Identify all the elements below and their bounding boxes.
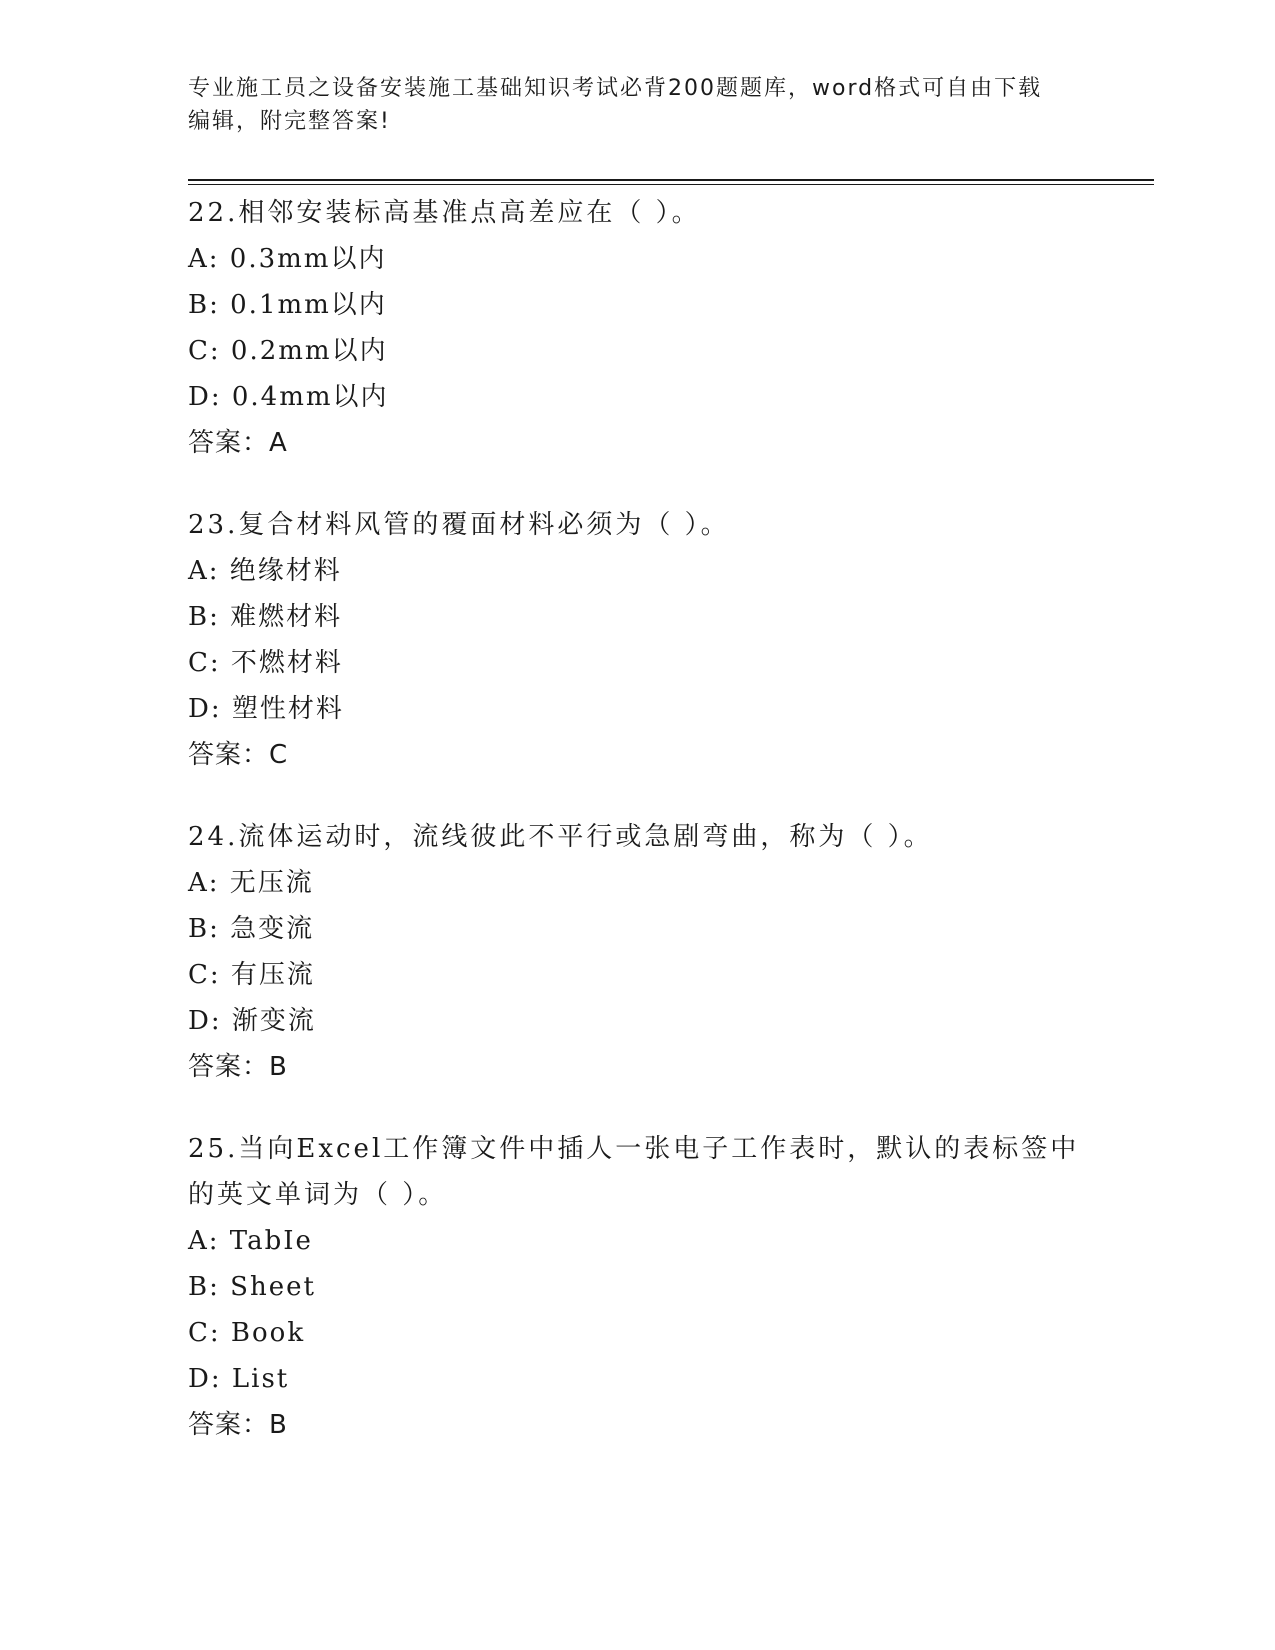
question-22 (188, 190, 1088, 466)
document-header (188, 72, 1068, 138)
header-line-2: 编辑，附完整答案! (188, 109, 391, 134)
option-a: A: TabIe (188, 1226, 313, 1256)
answer: 答案：C (188, 740, 289, 770)
option-b: B: Sheet (188, 1272, 316, 1302)
option-d: D: 塑性材料 (188, 694, 344, 724)
option-d: D: 0.4mm以内 (188, 382, 389, 412)
answer: 答案：B (188, 1052, 288, 1082)
option-c: C: 0.2mm以内 (188, 336, 388, 366)
header-line-1: 专业施工员之设备安装施工基础知识考试必背200题题库，word格式可自由下载 (188, 76, 1043, 101)
question-list (188, 190, 1088, 1484)
question-stem: 24.流体运动时，流线彼此不平行或急剧弯曲，称为（ ）。 (188, 822, 933, 852)
option-b: B: 0.1mm以内 (188, 290, 387, 320)
option-a: A: 无压流 (188, 868, 314, 898)
option-c: C: 不燃材料 (188, 648, 343, 678)
option-a: A: 绝缘材料 (188, 556, 342, 586)
question-stem: 22.相邻安装标高基准点高差应在（ ）。 (188, 198, 701, 228)
option-d: D: List (188, 1364, 290, 1394)
question-stem: 23.复合材料风管的覆面材料必须为（ ）。 (188, 510, 730, 540)
question-25 (188, 1126, 1088, 1448)
option-d: D: 渐变流 (188, 1006, 316, 1036)
question-stem-line-1: 25.当向Excel工作簿文件中插人一张电子工作表时，默认的表标签中 (188, 1134, 1080, 1164)
option-c: C: 有压流 (188, 960, 315, 990)
answer: 答案：A (188, 428, 288, 458)
question-23 (188, 502, 1088, 778)
header-divider (188, 179, 1154, 181)
question-stem-line-2: 的英文单词为（ ）。 (188, 1180, 448, 1210)
option-b: B: 难燃材料 (188, 602, 343, 632)
question-24 (188, 814, 1088, 1090)
option-a: A: 0.3mm以内 (188, 244, 387, 274)
option-b: B: 急变流 (188, 914, 315, 944)
answer: 答案：B (188, 1410, 288, 1440)
header-divider-thin (188, 184, 1154, 185)
option-c: C: Book (188, 1318, 306, 1348)
